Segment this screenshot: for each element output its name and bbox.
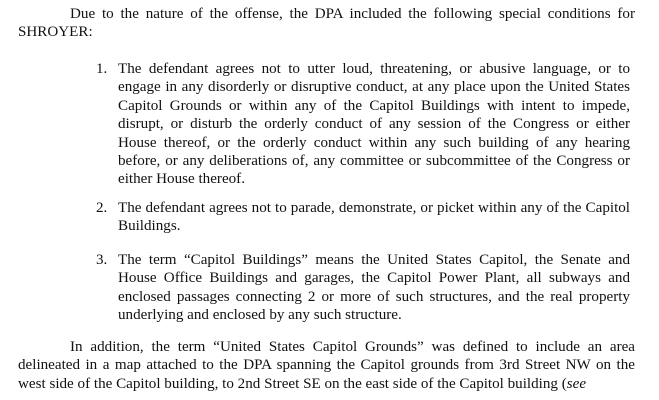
intro-paragraph (18, 5, 635, 42)
condition-item-1 (96, 60, 630, 189)
condition-text-1: The defendant agrees not to utter loud, threatening, or abusive language, or to engage in any disorderly or disruptive conduct, at any place upon the United States Capitol Grounds or within any of the Capitol Buildings with intent to impede, disrupt, or disturb the orderly conduct of any session of the Congress or either House thereof, or the orderly conduct within any such building of any hearing before, or any deliberations of, any committee or subcommittee of the Congress or either House thereof. (118, 61, 630, 188)
condition-number-3: 3. (96, 252, 108, 268)
condition-item-2 (96, 199, 630, 236)
closing-paragraph (18, 338, 635, 393)
closing-text: In addition, the term “United States Capitol Grounds” was defined to include an area delineated in a map attached to the DPA spanning the Capitol grounds from 3rd Street NW on the west side of the Capitol building, to 2nd Street SE on the east side of the Capitol building ( (18, 339, 635, 392)
condition-number-2: 2. (96, 200, 108, 216)
see-reference: see (566, 375, 587, 392)
condition-item-3 (96, 251, 630, 325)
condition-text-2: The defendant agrees not to parade, demonstrate, or picket within any of the Capitol Buildings. (118, 200, 630, 235)
condition-text-3: The term “Capitol Buildings” means the United States Capitol, the Senate and House Office Buildings and garages, the Capitol Power Plant, all subways and enclosed passages connecting 2 or more of such structures, and the real property underlying and enclosed by any such structure. (118, 252, 630, 324)
condition-number-1: 1. (96, 61, 108, 77)
intro-text: Due to the nature of the offense, the DPA included the following special conditions for SHROYER: (18, 6, 635, 41)
